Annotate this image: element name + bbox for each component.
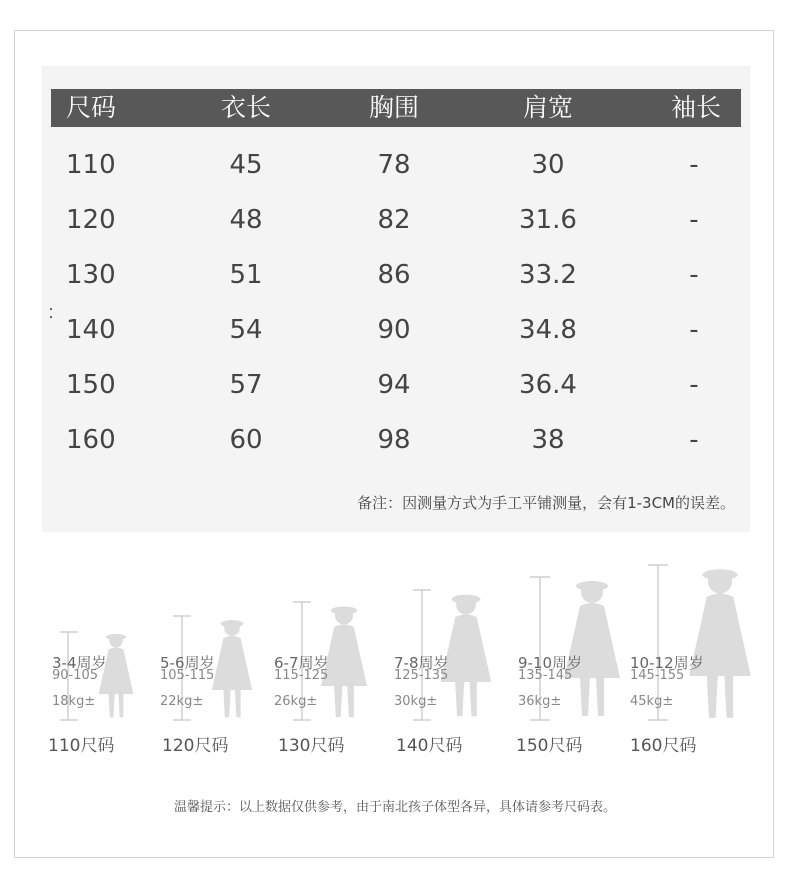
age-range: 6-7周岁 bbox=[274, 654, 329, 672]
size-table-panel bbox=[42, 66, 750, 532]
cell-sleeve: - bbox=[689, 315, 699, 345]
age-range: 3-4周岁 bbox=[52, 654, 107, 672]
size-table-header bbox=[51, 89, 741, 127]
cell-size: 150 bbox=[66, 370, 116, 400]
cell-sleeve: - bbox=[689, 370, 699, 400]
cell-length: 57 bbox=[229, 370, 263, 400]
table-row bbox=[0, 200, 790, 240]
cell-chest: 86 bbox=[377, 260, 411, 290]
cell-chest: 90 bbox=[377, 315, 411, 345]
size-label: 150尺码 bbox=[516, 736, 583, 756]
cell-sleeve: - bbox=[689, 260, 699, 290]
age-range: 10-12周岁 bbox=[630, 654, 704, 672]
weight-range: 18kg± bbox=[52, 694, 96, 709]
height-range: 125-135 bbox=[394, 668, 449, 683]
size-guide-item bbox=[160, 560, 290, 760]
table-row bbox=[0, 310, 790, 350]
size-label: 160尺码 bbox=[630, 736, 697, 756]
cell-sleeve: - bbox=[689, 150, 699, 180]
table-row bbox=[0, 145, 790, 185]
header-size: 尺码 bbox=[66, 93, 117, 122]
header-chest: 胸围 bbox=[368, 93, 420, 122]
cell-chest: 98 bbox=[377, 425, 411, 455]
size-guide-item bbox=[516, 560, 646, 760]
cell-size: 130 bbox=[66, 260, 116, 290]
cell-shoulder: 34.8 bbox=[519, 315, 577, 345]
cell-shoulder: 30 bbox=[531, 150, 565, 180]
weight-range: 45kg± bbox=[630, 694, 674, 709]
cell-size: 110 bbox=[66, 150, 116, 180]
cell-length: 45 bbox=[229, 150, 263, 180]
cell-chest: 78 bbox=[377, 150, 411, 180]
size-guide-item bbox=[630, 560, 760, 760]
size-guide-item bbox=[394, 560, 524, 760]
cell-shoulder: 38 bbox=[531, 425, 565, 455]
size-label: 130尺码 bbox=[278, 736, 345, 756]
measurement-note: 备注：因测量方式为手工平铺测量，会有1-3CM的误差。 bbox=[357, 494, 735, 512]
height-range: 90-105 bbox=[52, 668, 99, 683]
cell-sleeve: - bbox=[689, 205, 699, 235]
cell-length: 48 bbox=[229, 205, 263, 235]
reminder-tip: 温馨提示：以上数据仅供参考，由于南北孩子体型各异，具体请参考尺码表。 bbox=[173, 800, 616, 815]
size-label: 110尺码 bbox=[48, 736, 115, 756]
height-range: 105-115 bbox=[160, 668, 215, 683]
age-range: 9-10周岁 bbox=[518, 654, 583, 672]
cell-shoulder: 36.4 bbox=[519, 370, 577, 400]
header-shoulder: 肩宽 bbox=[522, 93, 574, 122]
height-range: 135-145 bbox=[518, 668, 573, 683]
height-range: 115-125 bbox=[274, 668, 329, 683]
cell-size: 140 bbox=[66, 315, 116, 345]
table-row bbox=[0, 365, 790, 405]
size-label: 120尺码 bbox=[162, 736, 229, 756]
weight-range: 36kg± bbox=[518, 694, 562, 709]
header-sleeve: 袖长 bbox=[670, 93, 722, 122]
height-range: 145-155 bbox=[630, 668, 685, 683]
cell-length: 60 bbox=[229, 425, 263, 455]
size-label: 140尺码 bbox=[396, 736, 463, 756]
header-length: 衣长 bbox=[220, 93, 272, 122]
weight-range: 26kg± bbox=[274, 694, 318, 709]
weight-range: 30kg± bbox=[394, 694, 438, 709]
cell-chest: 82 bbox=[377, 205, 411, 235]
cell-length: 54 bbox=[229, 315, 263, 345]
cell-chest: 94 bbox=[377, 370, 411, 400]
cell-shoulder: 31.6 bbox=[519, 205, 577, 235]
cell-sleeve: - bbox=[689, 425, 699, 455]
cell-length: 51 bbox=[229, 260, 263, 290]
cell-size: 160 bbox=[66, 425, 116, 455]
size-guide-item bbox=[274, 560, 404, 760]
age-range: 7-8周岁 bbox=[394, 654, 449, 672]
weight-range: 22kg± bbox=[160, 694, 204, 709]
cell-shoulder: 33.2 bbox=[519, 260, 577, 290]
table-row bbox=[0, 255, 790, 295]
age-range: 5-6周岁 bbox=[160, 654, 215, 672]
cell-size: 120 bbox=[66, 205, 116, 235]
size-guide-item bbox=[48, 560, 178, 760]
table-row bbox=[0, 420, 790, 460]
